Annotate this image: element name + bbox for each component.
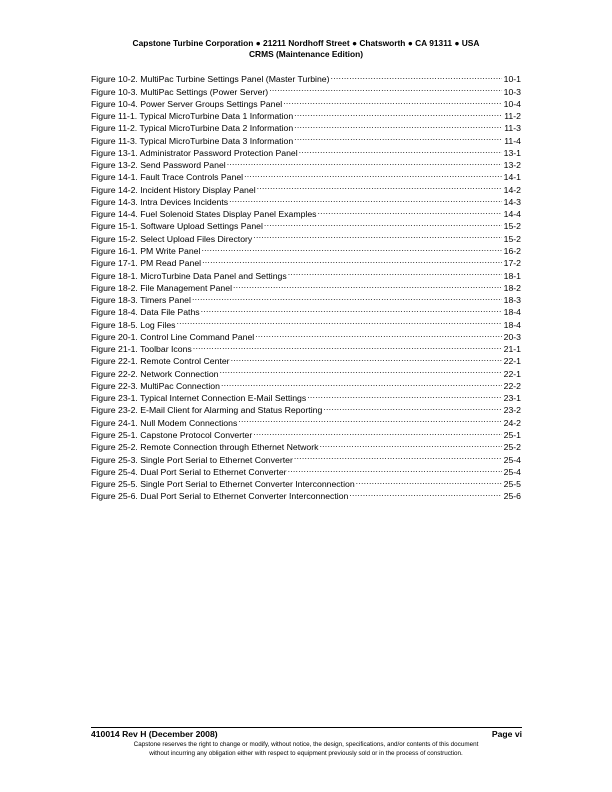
toc-entry-title: Figure 22-2. Network Connection — [91, 368, 219, 379]
toc-dot-leader — [193, 340, 502, 352]
toc-entry-title: Figure 11-1. Typical MicroTurbine Data 1 Information — [91, 111, 294, 122]
toc-entry-title: Figure 11-3. Typical MicroTurbine Data 3 Information — [91, 135, 294, 146]
toc-dot-leader — [229, 193, 501, 205]
toc-dot-leader — [244, 168, 502, 180]
toc-entry-page: 14-1 — [503, 172, 521, 183]
toc-entry-page: 18-4 — [503, 319, 521, 330]
toc-entry-page: 18-4 — [503, 307, 521, 318]
toc-entry-title: Figure 18-4. Data File Paths — [91, 307, 200, 318]
toc-dot-leader — [177, 315, 502, 327]
toc-dot-leader — [283, 95, 501, 107]
toc-entry-page: 23-1 — [503, 393, 521, 404]
toc-entry-title: Figure 23-1. Typical Internet Connection E-Mail Settings — [91, 393, 307, 404]
toc-entry-page: 22-1 — [503, 356, 521, 367]
toc-entry-title: Figure 10-4. Power Server Groups Settings Panel — [91, 98, 283, 109]
toc-dot-leader — [253, 229, 501, 241]
toc-dot-leader — [319, 438, 501, 450]
toc-entry-page: 25-5 — [503, 479, 521, 490]
toc-entry-title: Figure 18-2. File Management Panel — [91, 282, 233, 293]
page-header — [0, 38, 612, 59]
toc-dot-leader — [288, 463, 502, 475]
toc-dot-leader — [294, 131, 502, 143]
toc-entry-page: 25-4 — [503, 466, 521, 477]
toc-entry-page: 15-2 — [503, 221, 521, 232]
toc-entry-page: 24-2 — [503, 417, 521, 428]
toc-entry-page: 13-2 — [503, 160, 521, 171]
toc-entry-page: 11-3 — [504, 123, 521, 134]
toc-entry-title: Figure 25-3. Single Port Serial to Ethernet Converter — [91, 454, 293, 465]
toc-entry-page: 20-3 — [503, 331, 521, 342]
toc-dot-leader — [323, 401, 501, 413]
page-number: Page vi — [491, 729, 522, 739]
toc-entry-title: Figure 18-5. Log Files — [91, 319, 176, 330]
toc-entry-title: Figure 11-2. Typical MicroTurbine Data 2 Information — [91, 123, 294, 134]
toc-entry-title: Figure 20-1. Control Line Command Panel — [91, 331, 255, 342]
toc-dot-leader — [201, 242, 501, 254]
toc-dot-leader — [269, 82, 501, 94]
toc-entry-page: 14-3 — [503, 196, 521, 207]
toc-entry-page: 11-2 — [504, 111, 521, 122]
company-address-line: Capstone Turbine Corporation ● 21211 Nordhoff Street ● Chatsworth ● CA 91311 ● USA — [132, 38, 480, 48]
toc-entry-page: 25-1 — [503, 429, 521, 440]
toc-entry-title: Figure 15-2. Select Upload Files Directory — [91, 233, 253, 244]
toc-entry-title: Figure 23-2. E-Mail Client for Alarming and Status Reporting — [91, 405, 323, 416]
toc-entry-page: 10-1 — [503, 74, 521, 85]
toc-dot-leader — [299, 144, 502, 156]
toc-entry-title: Figure 10-2. MultiPac Turbine Settings Panel (Master Turbine) — [91, 74, 330, 85]
toc-entry-page: 15-2 — [503, 233, 521, 244]
list-of-figures — [91, 70, 521, 502]
toc-entry-title: Figure 17-1. PM Read Panel — [91, 258, 202, 269]
document-number: 410014 Rev H (December 2008) — [91, 729, 218, 739]
toc-entry-page: 22-2 — [503, 380, 521, 391]
toc-dot-leader — [307, 389, 501, 401]
toc-entry-page: 11-4 — [504, 135, 521, 146]
toc-entry-page: 18-2 — [503, 282, 521, 293]
toc-dot-leader — [356, 475, 502, 487]
toc-dot-leader — [318, 205, 502, 217]
toc-entry-page: 21-1 — [503, 344, 521, 355]
toc-entry-page: 23-2 — [503, 405, 521, 416]
toc-entry-title: Figure 24-1. Null Modem Connections — [91, 417, 238, 428]
toc-entry-page: 22-1 — [503, 368, 521, 379]
toc-entry-page: 10-3 — [503, 86, 521, 97]
toc-entry-title: Figure 22-3. MultiPac Connection — [91, 380, 220, 391]
toc-entry-page: 16-2 — [503, 245, 521, 256]
toc-dot-leader — [288, 266, 502, 278]
footer-divider — [91, 727, 522, 728]
toc-dot-leader — [331, 70, 502, 82]
toc-dot-leader — [253, 426, 501, 438]
toc-entry-title: Figure 25-5. Single Port Serial to Ethernet Converter Interconnection — [91, 479, 355, 490]
toc-dot-leader — [202, 254, 502, 266]
disclaimer-line-1: Capstone reserves the right to change or modify, without notice, the design, specifications, and/or contents of this document — [133, 741, 479, 748]
edition-line: CRMS (Maintenance Edition) — [249, 48, 363, 59]
footer-disclaimer — [0, 741, 612, 758]
toc-entry-title: Figure 25-1. Capstone Protocol Converter — [91, 429, 253, 440]
toc-dot-leader — [227, 156, 502, 168]
toc-dot-leader — [255, 328, 501, 340]
toc-entry-page: 14-4 — [503, 209, 521, 220]
toc-entry-title: Figure 21-1. Toolbar Icons — [91, 344, 192, 355]
toc-entry-title: Figure 22-1. Remote Control Center — [91, 356, 230, 367]
toc-entry-page: 10-4 — [503, 98, 521, 109]
toc-entry-title: Figure 10-3. MultiPac Settings (Power Server) — [91, 86, 269, 97]
toc-entry-title: Figure 15-1. Software Upload Settings Panel — [91, 221, 263, 232]
toc-entry-title: Figure 13-2. Send Password Panel — [91, 160, 226, 171]
toc-dot-leader — [294, 450, 502, 462]
toc-dot-leader — [201, 303, 502, 315]
toc-dot-leader — [192, 291, 502, 303]
toc-entry-title: Figure 18-3. Timers Panel — [91, 295, 191, 306]
toc-entry-page: 17-2 — [503, 258, 521, 269]
toc-dot-leader — [238, 413, 501, 425]
toc-entry-title: Figure 14-2. Incident History Display Panel — [91, 184, 256, 195]
toc-dot-leader — [231, 352, 502, 364]
toc-entry-title: Figure 13-1. Administrator Password Protection Panel — [91, 147, 298, 158]
toc-entry-page: 25-6 — [503, 491, 521, 502]
toc-entry-page: 25-4 — [503, 454, 521, 465]
toc-dot-leader — [221, 377, 502, 389]
disclaimer-line-2: without incurring any obligation either with respect to equipment previously sold or in the process of construction. — [149, 749, 463, 757]
toc-dot-leader — [264, 217, 502, 229]
toc-dot-leader — [233, 279, 502, 291]
toc-entry-page: 14-2 — [503, 184, 521, 195]
toc-entry-title: Figure 14-3. Intra Devices Incidents — [91, 196, 229, 207]
toc-entry-page: 18-1 — [503, 270, 521, 281]
toc-entry-page: 25-2 — [503, 442, 521, 453]
toc-entry-page: 18-3 — [503, 295, 521, 306]
toc-dot-leader — [294, 119, 502, 131]
toc-entry-title: Figure 25-6. Dual Port Serial to Ethernet Converter Interconnection — [91, 491, 349, 502]
toc-entry-title: Figure 18-1. MicroTurbine Data Panel and Settings — [91, 270, 287, 281]
toc-entry-title: Figure 14-1. Fault Trace Controls Panel — [91, 172, 244, 183]
toc-dot-leader — [349, 487, 501, 499]
toc-entry[interactable] — [91, 70, 521, 85]
toc-dot-leader — [257, 180, 502, 192]
toc-dot-leader — [219, 364, 501, 376]
toc-entry-page: 13-1 — [503, 147, 521, 158]
toc-entry-title: Figure 14-4. Fuel Solenoid States Display Panel Examples — [91, 209, 317, 220]
toc-entry-title: Figure 25-4. Dual Port Serial to Ethernet Converter — [91, 466, 287, 477]
toc-entry-title: Figure 16-1. PM Write Panel — [91, 245, 201, 256]
toc-dot-leader — [294, 107, 502, 119]
toc-entry-title: Figure 25-2. Remote Connection through Ethernet Network — [91, 442, 319, 453]
